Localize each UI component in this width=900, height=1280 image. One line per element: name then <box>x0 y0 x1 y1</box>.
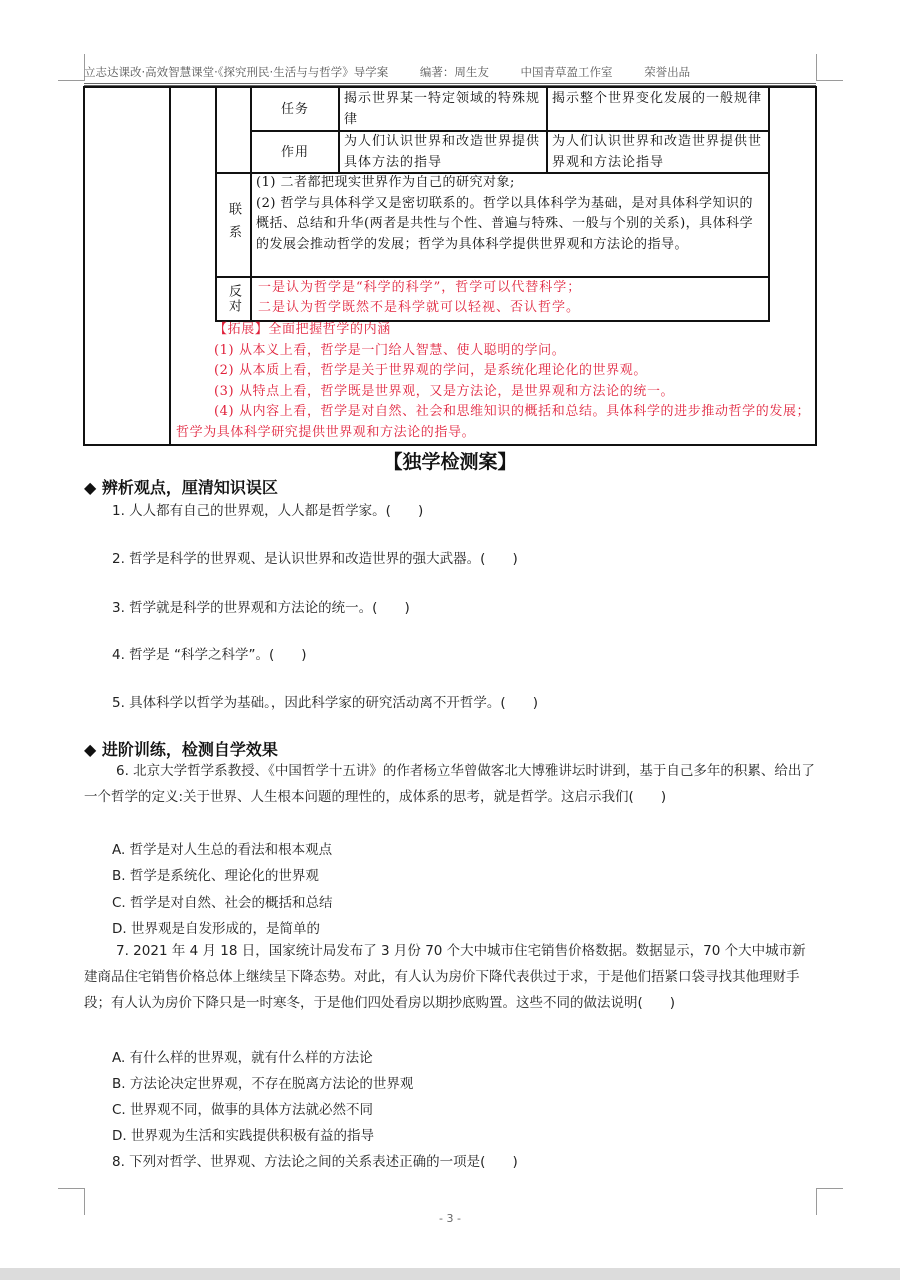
cell-philosophy-task: 揭示整个世界变化发展的一般规律 <box>552 91 763 106</box>
q6-option-d: D. 世界观是自发形成的，是简单的 <box>112 921 320 937</box>
question-8: 8. 下列对哲学、世界观、方法论之间的关系表述正确的一项是( ) <box>112 1154 518 1170</box>
q6-option-b: B. 哲学是系统化、理论化的世界观 <box>112 868 319 884</box>
q6-option-c: C. 哲学是对自然、社会的概括和总结 <box>112 895 333 911</box>
expand-item: (3) 从特点上看，哲学既是世界观，又是方法论，是世界观和方法论的统一。 <box>214 383 675 399</box>
row-label-role: 作用 <box>280 144 309 160</box>
section-title: 【独学检测案】 <box>383 451 517 473</box>
question-1: 1. 人人都有自己的世界观，人人都是哲学家。( ) <box>112 503 424 519</box>
expand-item: (4) 从内容上看，哲学是对自然、社会和思维知识的概括和总结。具体科学的进步推动哲学的发展；哲学为具体科学研究提供世界观和方法论的指导。 <box>176 404 811 440</box>
oppose-line: 一是认为哲学是“科学的科学”，哲学可以代替科学； <box>258 280 582 295</box>
part1-heading: ◆ 辨析观点，厘清知识误区 <box>84 478 278 497</box>
cell-science-role: 为人们认识世界和改造世界提供具体方法的指导 <box>344 134 541 170</box>
q7-option-b: B. 方法论决定世界观，不存在脱离方法论的世界观 <box>112 1076 414 1092</box>
header-studio: 中国青草盈工作室 <box>520 65 613 79</box>
page-number: - 3 - <box>439 1212 461 1225</box>
row-label-link: 联系 <box>226 202 241 248</box>
header-publish: 荣誉出品 <box>644 65 691 79</box>
q7-option-a: A. 有什么样的世界观，就有什么样的方法论 <box>112 1050 373 1066</box>
page-corner-mark <box>816 1188 843 1215</box>
row-label-task: 任务 <box>280 101 309 117</box>
question-3: 3. 哲学就是科学的世界观和方法论的统一。( ) <box>112 600 410 616</box>
page-corner-mark <box>816 54 843 81</box>
window-bottom-bar <box>0 1268 900 1280</box>
cell-oppose-content <box>258 278 766 320</box>
cell-science-task: 揭示世界某一特定领域的特殊规律 <box>344 91 541 127</box>
question-5: 5. 具体科学以哲学为基础。，因此科学家的研究活动离不开哲学。( ) <box>112 695 538 711</box>
cell-link-content <box>256 173 766 277</box>
question-7: 7. 2021 年 4 月 18 日，国家统计局发布了 3 月份 70 个大中城市住宅销售价格数据。数据显示，70 个大中城市新建商品住宅销售价格总体上继续呈下降态势。对此，有人认为房价下降代表供过于求，于是他们捂紧口袋寻找其他理财手段；有人认为房价下降只是一时寒冬，于是他们四处看房以期抄底购置。这些不同的做法说明( ) <box>84 943 806 1011</box>
link-line: (2) 哲学与具体科学又是密切联系的。哲学以具体科学为基础，是对具体科学知识的概括、总结和升华(两者是共性与个性、普遍与特殊、一般与个别的关系)，具体科学的发展会推动哲学的发展；哲学为具体科学提供世界观和方法论的指导。 <box>256 195 754 252</box>
question-2: 2. 哲学是科学的世界观、是认识世界和改造世界的强大武器。( ) <box>112 551 518 567</box>
part2-heading: ◆ 进阶训练，检测自学效果 <box>84 740 278 759</box>
question-6: 6. 北京大学哲学系教授、《中国哲学十五讲》的作者杨立华曾做客北大博雅讲坛时讲到，基于自己多年的积累、给出了一个哲学的定义:关于世界、人生根本问题的理性的，成体系的思考，就是哲学。这启示我们( ) <box>84 763 815 805</box>
q7-option-d: D. 世界观为生活和实践提供积极有益的指导 <box>112 1128 374 1144</box>
question-4: 4. 哲学是 “科学之科学”。( ) <box>112 647 307 663</box>
expand-title: 【拓展】全面把握哲学的内涵 <box>214 322 391 337</box>
q7-option-c: C. 世界观不同，做事的具体方法就必然不同 <box>112 1102 374 1118</box>
page-corner-mark <box>58 1188 85 1215</box>
expand-block <box>176 320 812 443</box>
page-header <box>84 63 816 86</box>
row-label-oppose: 反对 <box>226 284 241 314</box>
link-line: (1) 二者都把现实世界作为自己的研究对象; <box>256 175 515 190</box>
q6-option-a: A. 哲学是对人生总的看法和根本观点 <box>112 842 333 858</box>
expand-item: (1) 从本义上看，哲学是一门给人智慧、使人聪明的学问。 <box>214 342 566 358</box>
header-editor: 编著：周生友 <box>419 65 489 79</box>
cell-philosophy-role: 为人们认识世界和改造世界提供世界观和方法论指导 <box>552 134 763 170</box>
page-corner-mark <box>58 54 85 81</box>
header-series: 立志达课改·高效智慧课堂·《探究刑民·生活与与哲学》导学案 <box>84 65 389 79</box>
oppose-line: 二是认为哲学既然不是科学就可以轻视、否认哲学。 <box>258 300 581 315</box>
expand-item: (2) 从本质上看，哲学是关于世界观的学问，是系统化理论化的世界观。 <box>214 363 647 378</box>
